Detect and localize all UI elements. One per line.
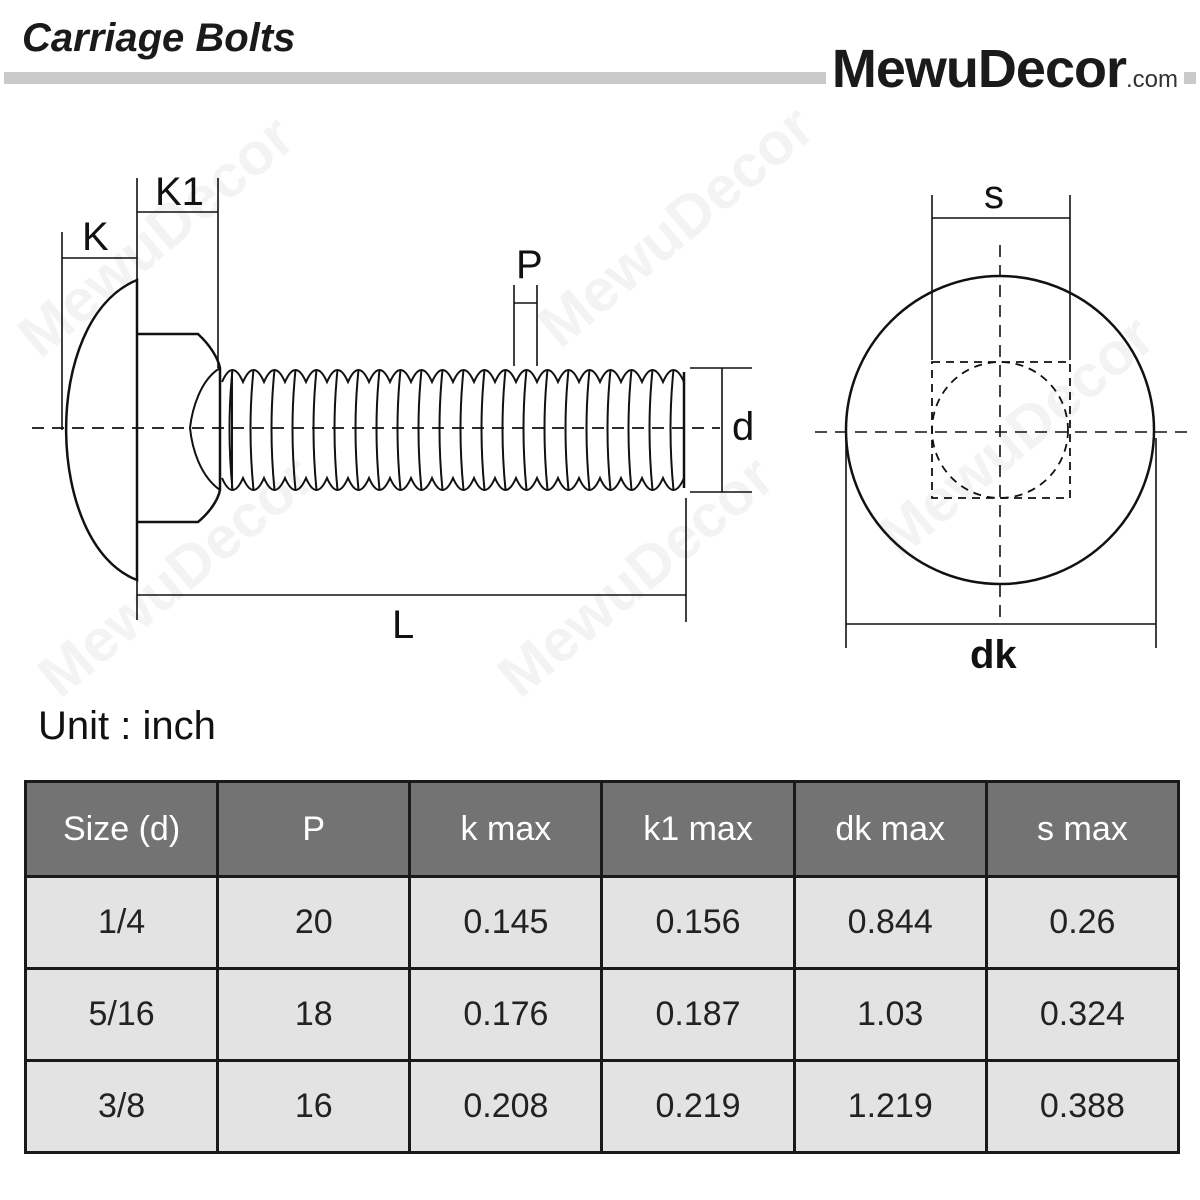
thread-line xyxy=(440,370,443,490)
table-cell: 3/8 xyxy=(26,1061,218,1153)
watermark xyxy=(525,92,826,360)
col-header-k1-max: k1 max xyxy=(602,782,794,877)
table-cell: 0.388 xyxy=(986,1061,1178,1153)
brand-tld: .com xyxy=(1125,66,1178,93)
thread-line xyxy=(671,370,674,490)
dim-label-s: s xyxy=(984,173,1004,217)
brand-name: MewuDecor xyxy=(831,39,1126,99)
dim-label-p: P xyxy=(516,243,543,287)
page-title: Carriage Bolts xyxy=(22,16,296,60)
thread-line xyxy=(314,370,317,490)
table-row xyxy=(26,969,1179,1061)
thread-line xyxy=(398,370,401,490)
thread-crest-top xyxy=(222,370,684,382)
table-cell: 16 xyxy=(218,1061,410,1153)
thread-line xyxy=(482,370,485,490)
table-cell: 0.156 xyxy=(602,877,794,969)
dim-label-k: K xyxy=(82,215,109,259)
col-header-s-max: s max xyxy=(986,782,1178,877)
thread-line xyxy=(461,370,464,490)
table-cell: 1.03 xyxy=(794,969,986,1061)
table-cell: 0.176 xyxy=(410,969,602,1061)
spec-table xyxy=(24,780,1180,1154)
table-cell: 0.145 xyxy=(410,877,602,969)
table-cell: 1.219 xyxy=(794,1061,986,1153)
watermark xyxy=(865,302,1166,570)
col-header-k-max: k max xyxy=(410,782,602,877)
bolt-neck-detail xyxy=(190,368,220,490)
thread-line xyxy=(587,370,590,490)
watermark xyxy=(485,442,786,700)
thread-line xyxy=(377,370,380,490)
thread-line xyxy=(566,370,569,490)
thread-line xyxy=(335,370,338,490)
thread-line xyxy=(629,370,632,490)
table-header-row xyxy=(26,782,1179,877)
dim-label-l: L xyxy=(392,603,415,647)
thread-line xyxy=(524,370,527,490)
unit-label: Unit : inch xyxy=(38,704,216,748)
table-cell: 0.208 xyxy=(410,1061,602,1153)
table-cell: 0.324 xyxy=(986,969,1178,1061)
thread-line xyxy=(608,370,611,490)
table-cell: 0.187 xyxy=(602,969,794,1061)
table-row xyxy=(26,1061,1179,1153)
table-row xyxy=(26,877,1179,969)
thread-line xyxy=(356,370,359,490)
dim-label-k1: K1 xyxy=(155,170,204,214)
thread-line xyxy=(650,370,653,490)
table-cell: 0.26 xyxy=(986,877,1178,969)
thread-line xyxy=(419,370,422,490)
dim-label-d: d xyxy=(732,405,755,449)
thread-line xyxy=(503,370,506,490)
watermark xyxy=(5,102,306,370)
dim-label-dk: dk xyxy=(970,633,1017,677)
table-cell: 5/16 xyxy=(26,969,218,1061)
col-header-p: P xyxy=(218,782,410,877)
table-cell: 1/4 xyxy=(26,877,218,969)
col-header-size: Size (d) xyxy=(26,782,218,877)
table-cell: 0.219 xyxy=(602,1061,794,1153)
table-cell: 0.844 xyxy=(794,877,986,969)
bolt-top-view xyxy=(815,245,1192,618)
thread-line xyxy=(545,370,548,490)
table-cell: 20 xyxy=(218,877,410,969)
table-cell: 18 xyxy=(218,969,410,1061)
col-header-dk-max: dk max xyxy=(794,782,986,877)
